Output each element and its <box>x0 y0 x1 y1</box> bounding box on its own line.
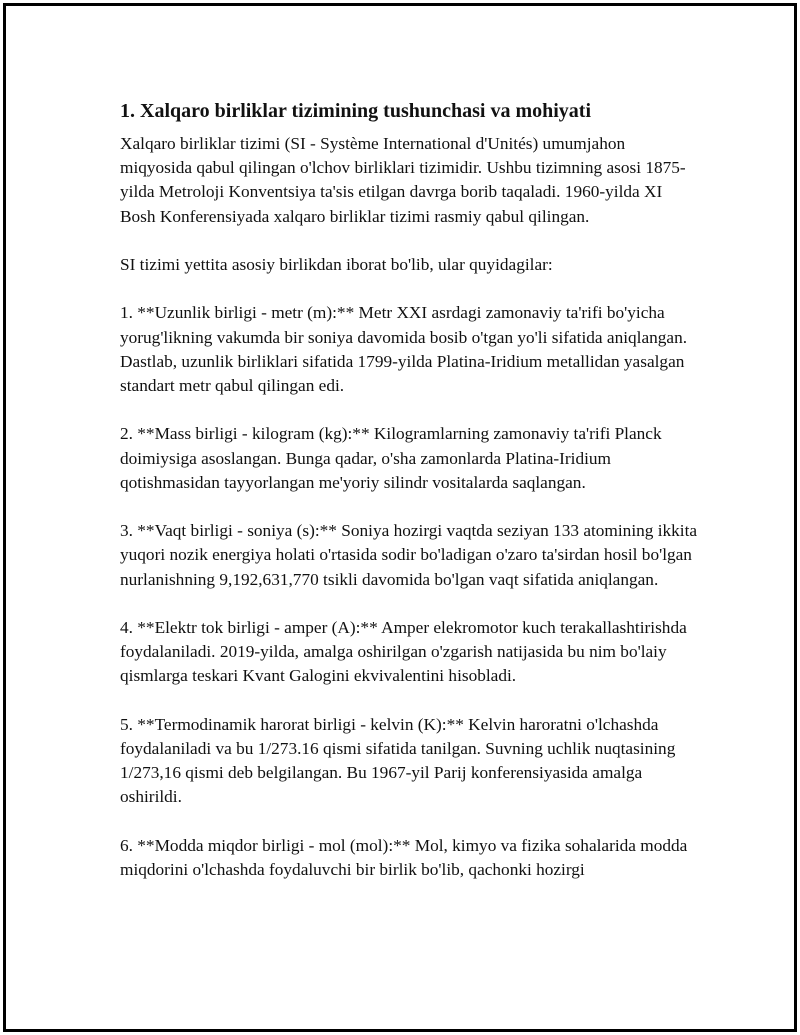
document-page <box>3 3 797 1032</box>
section-heading: 1. Xalqaro birliklar tizimining tushunchasi va mohiyati <box>120 100 592 122</box>
paragraph-current-unit: 4. **Elektr tok birligi - amper (A):** Amper elekromotor kuch terakallashtirishda foydalaniladi. 2019-yilda, amalga oshirilgan o'zgarish natijasida bu nim bo'laiy qismlarga teskari Kvant Galogini ekvivalentini hisobladi. <box>120 617 687 686</box>
paragraph-time-unit: 3. **Vaqt birligi - soniya (s):** Soniya hozirgi vaqtda seziyan 133 atomining ikkita yuqori nozik energiya holati o'rtasida sodir bo'ladigan o'zaro ta'sirdan hosil bo'lgan nurlanishning 9,192,631,770 tsikli davomida bo'lgan vaqt sifatida aniqlangan. <box>120 521 698 589</box>
paragraph-intro: Xalqaro birliklar tizimi (SI - Système International d'Unités) umumjahon miqyosida qabul qilingan o'lchov birliklari tizimidir. Ushbu tizimning asosi 1875-yilda Metroloji Konventsiya ta'sis etilgan davrga borib taqaladi. 1960-yilda XI Bosh Konferensiyada xalqaro birliklar tizimi rasmiy qabul qilingan. <box>120 134 686 226</box>
paragraph-length-unit: 1. **Uzunlik birligi - metr (m):** Metr XXI asrdagi zamonaviy ta'rifi bo'yicha yorug'likning vakumda bir soniya davomida bosib o'tgan yo'li sifatida aniqlangan. Dastlab, uzunlik birliklari sifatida 1799-yilda Platina-Iridium metallidan yasalgan standart metr qabul qilingan edi. <box>120 303 688 395</box>
paragraph-temperature-unit: 5. **Termodinamik harorat birligi - kelvin (K):** Kelvin haroratni o'lchashda foydalaniladi va bu 1/273.16 qismi sifatida tanilgan. Suvning uchlik nuqtasining 1/273,16 qismi deb belgilangan. Bu 1967-yil Parij konferensiyasida amalga oshirildi. <box>120 714 676 807</box>
paragraph-amount-unit: 6. **Modda miqdor birligi - mol (mol):** Mol, kimyo va fizika sohalarida modda miqdorini o'lchashda foydaluvchi bir birlik bo'lib, qachonki hozirgi <box>120 835 688 879</box>
paragraph-units-intro: SI tizimi yettita asosiy birlikdan iborat bo'lib, ular quyidagilar: <box>120 255 553 274</box>
paragraph-mass-unit: 2. **Mass birligi - kilogram (kg):** Kilogramlarning zamonaviy ta'rifi Planck doimiysiga asoslangan. Bunga qadar, o'sha zamonlarda Platina-Iridium qotishmasidan tayyorlangan me'yoriy silindr vositalarda saqlangan. <box>120 424 662 492</box>
document-content <box>120 98 700 906</box>
